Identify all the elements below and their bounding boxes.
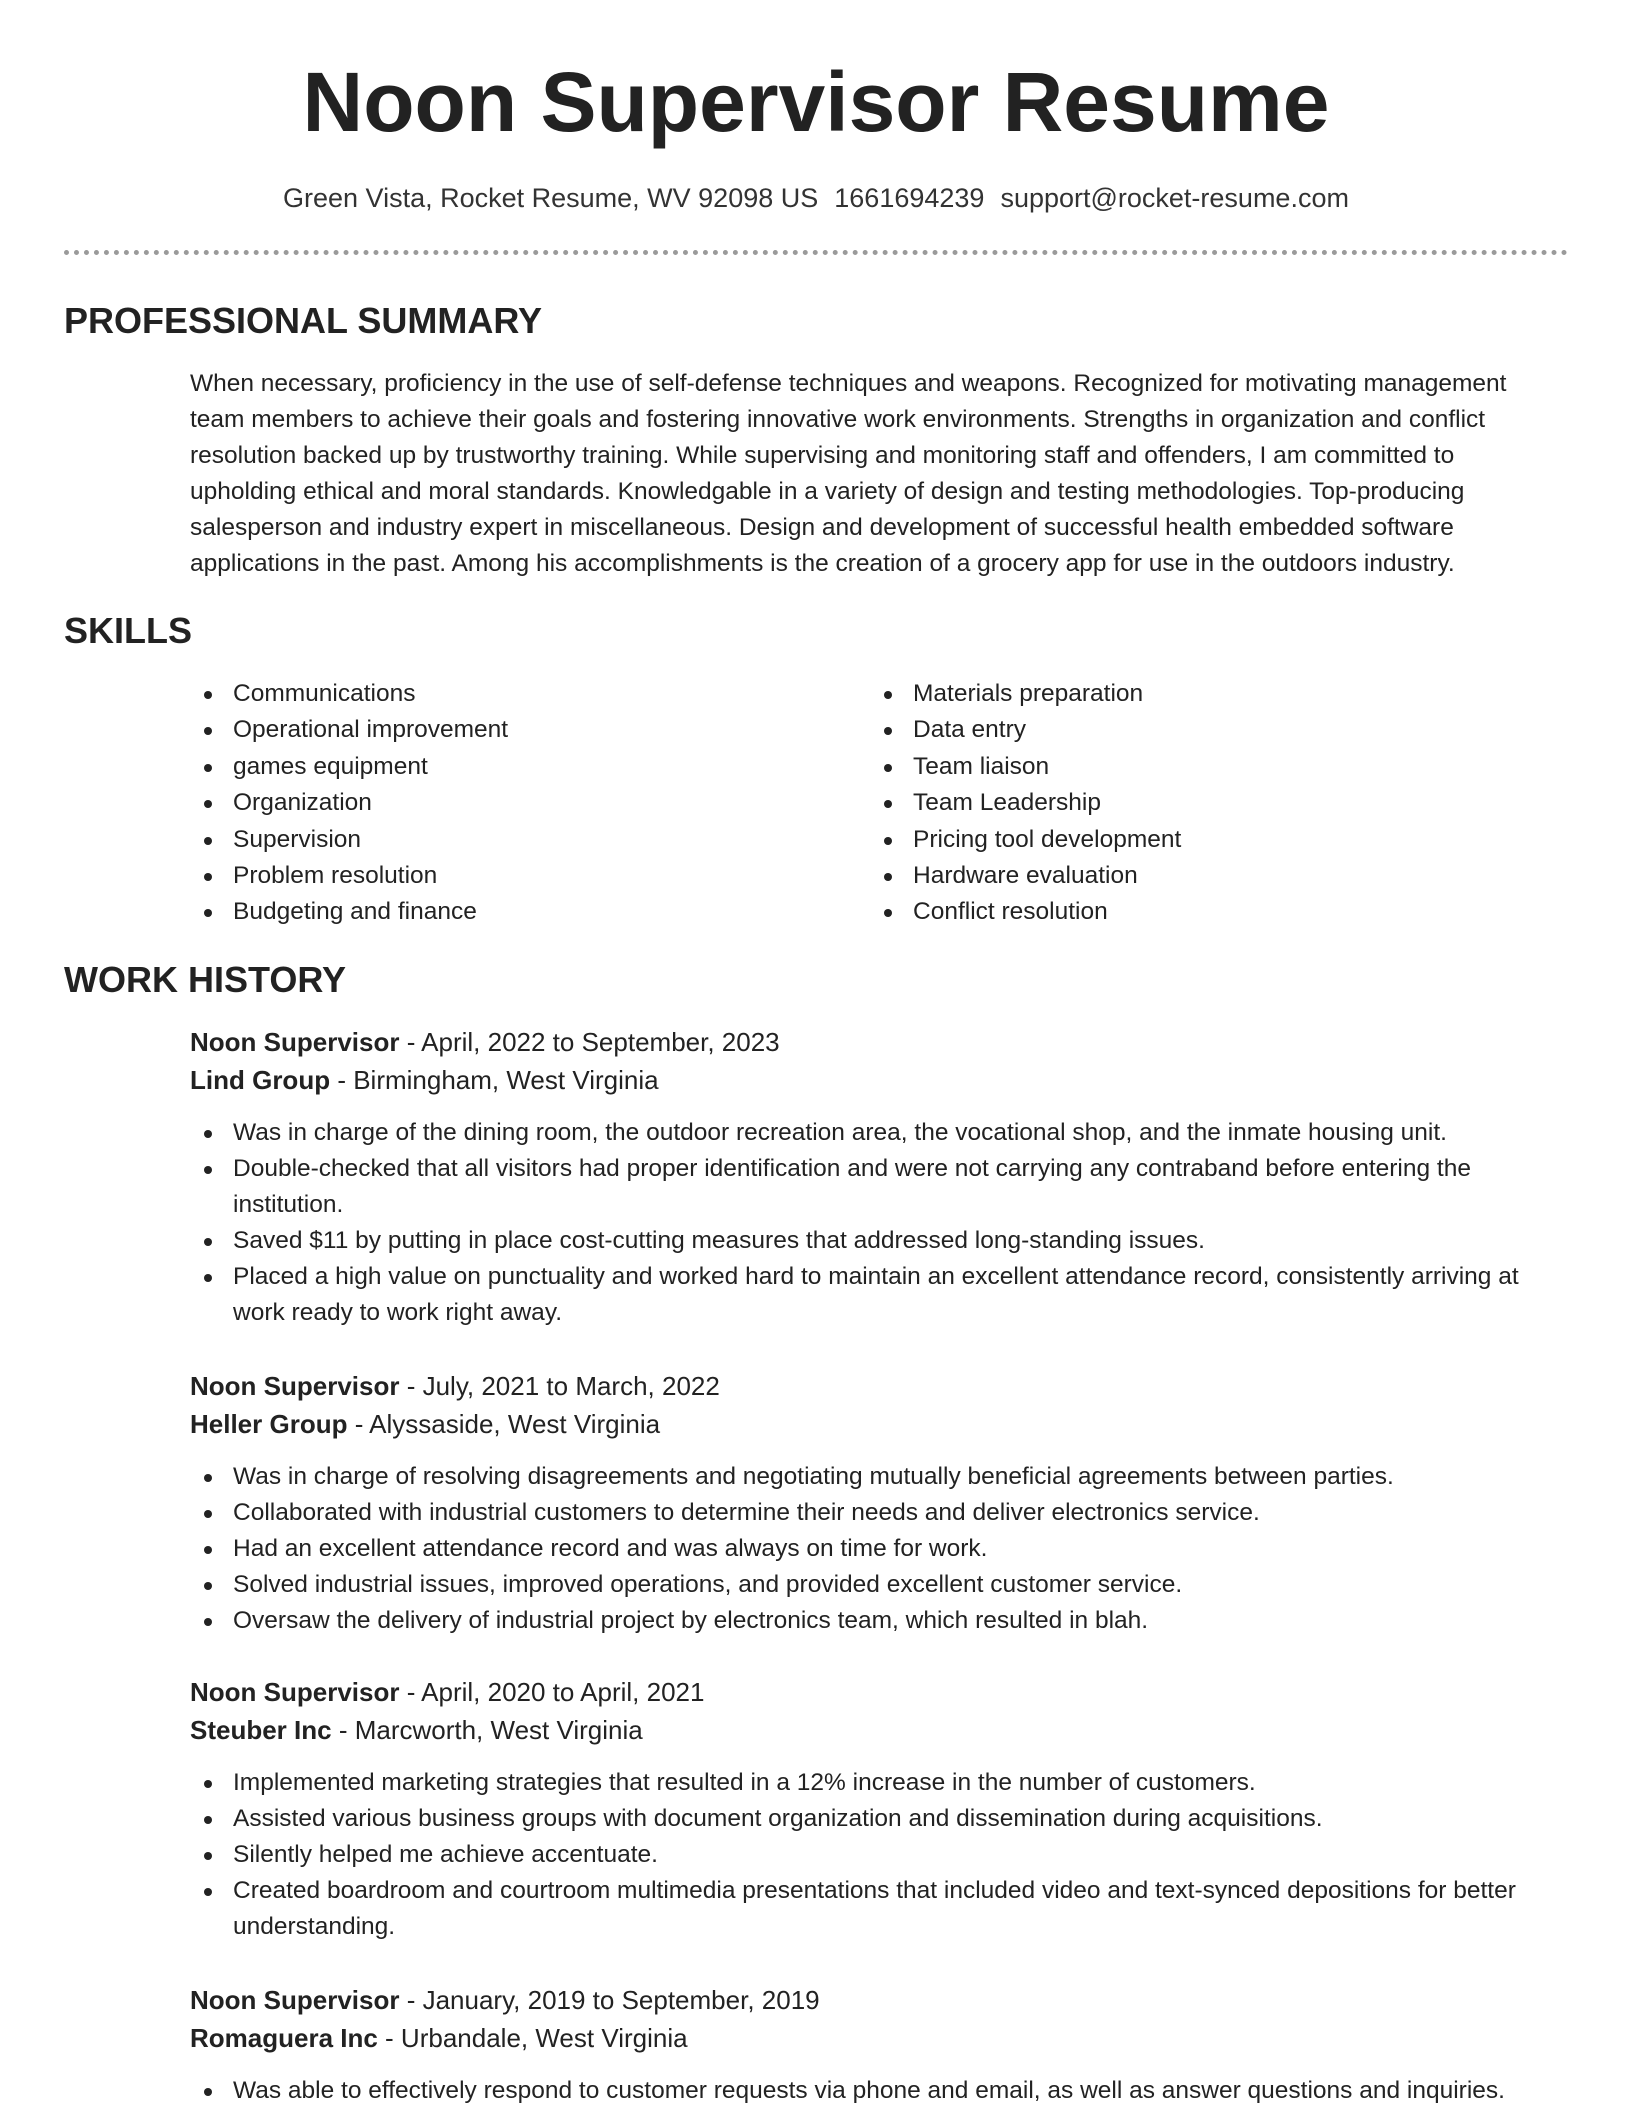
job-bullet: Solved industrial issues, improved operations, and provided excellent customer service. xyxy=(190,1567,1550,1603)
job-bullets xyxy=(190,1765,1550,1945)
contact-email[interactable]: support@rocket-resume.com xyxy=(1000,183,1349,213)
job-company: Lind Group xyxy=(190,1065,331,1095)
job-entry xyxy=(190,1673,1550,1945)
bullet-icon xyxy=(204,1274,212,1282)
skill-item: Pricing tool development xyxy=(870,822,1530,858)
skill-item: Conflict resolution xyxy=(870,894,1530,930)
skill-item: Budgeting and finance xyxy=(190,894,790,930)
job-title: Noon Supervisor xyxy=(190,1985,400,2015)
job-title-line xyxy=(190,1023,1550,1061)
bullet-icon xyxy=(204,1888,212,1896)
job-bullets xyxy=(190,2073,1550,2109)
summary-line: When necessary, proficiency in the use of self-defense techniques and weapons. Recognized for motivating management xyxy=(190,370,1507,397)
bullet-icon xyxy=(204,1780,212,1788)
contact-line xyxy=(0,180,1632,216)
job-company: Steuber Inc xyxy=(190,1715,332,1745)
job-bullet: Placed a high value on punctuality and worked hard to maintain an excellent attendance record, consistently arriving at work ready to work right away. xyxy=(190,1259,1550,1331)
summary-heading: PROFESSIONAL SUMMARY xyxy=(64,300,543,341)
bullet-icon xyxy=(204,1130,212,1138)
skill-item: Operational improvement xyxy=(190,712,790,748)
bullet-icon xyxy=(204,1618,212,1626)
bullet-icon xyxy=(204,1546,212,1554)
job-entry xyxy=(190,1023,1550,1331)
skill-item: Materials preparation xyxy=(870,676,1530,712)
job-dates: - April, 2022 to September, 2023 xyxy=(399,1027,780,1057)
summary-line: upholding ethical and moral standards. Knowledgable in a variety of design and testing methodologies. Top-producing xyxy=(190,478,1465,505)
bullet-icon xyxy=(204,1816,212,1824)
bullet-icon xyxy=(204,800,212,808)
summary-line: team members to achieve their goals and fostering innovative work environments. Strengths in organization and conflict xyxy=(190,406,1486,433)
bullet-icon xyxy=(884,837,892,845)
job-company: Heller Group xyxy=(190,1409,348,1439)
skill-item: Supervision xyxy=(190,822,790,858)
skill-item: Team Leadership xyxy=(870,785,1530,821)
job-bullet: Assisted various business groups with document organization and dissemination during acquisitions. xyxy=(190,1801,1550,1837)
summary-paragraph xyxy=(190,366,1542,582)
contact-phone: 1661694239 xyxy=(834,183,985,213)
job-title-line xyxy=(190,1673,1550,1711)
bullet-icon xyxy=(204,909,212,917)
skill-item: games equipment xyxy=(190,749,790,785)
job-bullet: Had an excellent attendance record and was always on time for work. xyxy=(190,1531,1550,1567)
job-company-line xyxy=(190,1061,1550,1099)
bullet-icon xyxy=(884,909,892,917)
job-title-line xyxy=(190,1981,1550,2019)
job-company-line xyxy=(190,2019,1550,2057)
bullet-icon xyxy=(884,800,892,808)
skill-item: Data entry xyxy=(870,712,1530,748)
bullet-icon xyxy=(204,1238,212,1246)
skills-list-left xyxy=(190,676,790,931)
job-entry xyxy=(190,1367,1550,1639)
job-dates: - January, 2019 to September, 2019 xyxy=(399,1985,820,2015)
bullet-icon xyxy=(204,727,212,735)
job-entry xyxy=(190,1981,1550,2109)
job-title: Noon Supervisor xyxy=(190,1371,400,1401)
job-title: Noon Supervisor xyxy=(190,1677,400,1707)
job-bullet: Created boardroom and courtroom multimedia presentations that included video and text-synced depositions for better understanding. xyxy=(190,1873,1550,1945)
job-location: - Urbandale, West Virginia xyxy=(377,2023,688,2053)
skills-list-right xyxy=(870,676,1530,931)
job-bullet: Double-checked that all visitors had proper identification and were not carrying any contraband before entering the institution. xyxy=(190,1151,1550,1223)
job-bullets xyxy=(190,1459,1550,1639)
bullet-icon xyxy=(204,1166,212,1174)
skill-item: Team liaison xyxy=(870,749,1530,785)
job-bullet: Collaborated with industrial customers to determine their needs and deliver electronics service. xyxy=(190,1495,1550,1531)
contact-address: Green Vista, Rocket Resume, WV 92098 US xyxy=(283,183,819,213)
job-bullet: Saved $11 by putting in place cost-cutting measures that addressed long-standing issues. xyxy=(190,1223,1550,1259)
job-dates: - April, 2020 to April, 2021 xyxy=(399,1677,705,1707)
job-location: - Marcworth, West Virginia xyxy=(331,1715,643,1745)
header-divider xyxy=(64,250,1568,255)
job-company-line xyxy=(190,1711,1550,1749)
job-company: Romaguera Inc xyxy=(190,2023,378,2053)
bullet-icon xyxy=(884,764,892,772)
bullet-icon xyxy=(204,764,212,772)
job-title: Noon Supervisor xyxy=(190,1027,400,1057)
skill-item: Communications xyxy=(190,676,790,712)
bullet-icon xyxy=(884,873,892,881)
job-location: - Birmingham, West Virginia xyxy=(330,1065,659,1095)
bullet-icon xyxy=(204,2088,212,2096)
skills-heading: SKILLS xyxy=(64,610,193,651)
bullet-icon xyxy=(204,837,212,845)
skill-item: Organization xyxy=(190,785,790,821)
skill-item: Problem resolution xyxy=(190,858,790,894)
job-bullets xyxy=(190,1115,1550,1331)
bullet-icon xyxy=(204,1582,212,1590)
bullet-icon xyxy=(884,691,892,699)
job-location: - Alyssaside, West Virginia xyxy=(347,1409,661,1439)
job-bullet: Was in charge of resolving disagreements and negotiating mutually beneficial agreements between parties. xyxy=(190,1459,1550,1495)
work-history-heading: WORK HISTORY xyxy=(64,959,347,1000)
bullet-icon xyxy=(884,727,892,735)
job-title-line xyxy=(190,1367,1550,1405)
bullet-icon xyxy=(204,1852,212,1860)
job-bullet: Implemented marketing strategies that resulted in a 12% increase in the number of customers. xyxy=(190,1765,1550,1801)
job-bullet: Was able to effectively respond to customer requests via phone and email, as well as answer questions and inquiries. xyxy=(190,2073,1550,2109)
skill-item: Hardware evaluation xyxy=(870,858,1530,894)
bullet-icon xyxy=(204,873,212,881)
summary-line: salesperson and industry expert in miscellaneous. Design and development of successful health embedded software xyxy=(190,514,1454,541)
bullet-icon xyxy=(204,1474,212,1482)
job-company-line xyxy=(190,1405,1550,1443)
job-bullet: Oversaw the delivery of industrial project by electronics team, which resulted in blah. xyxy=(190,1603,1550,1639)
summary-line: resolution backed up by trustworthy training. While supervising and monitoring staff and offenders, I am committed to xyxy=(190,442,1455,469)
job-dates: - July, 2021 to March, 2022 xyxy=(399,1371,720,1401)
bullet-icon xyxy=(204,1510,212,1518)
resume-title: Noon Supervisor Resume xyxy=(302,55,1330,149)
bullet-icon xyxy=(204,691,212,699)
summary-line: applications in the past. Among his accomplishments is the creation of a grocery app for use in the outdoors industry. xyxy=(190,550,1455,577)
job-bullet: Was in charge of the dining room, the outdoor recreation area, the vocational shop, and the inmate housing unit. xyxy=(190,1115,1550,1151)
job-bullet: Silently helped me achieve accentuate. xyxy=(190,1837,1550,1873)
